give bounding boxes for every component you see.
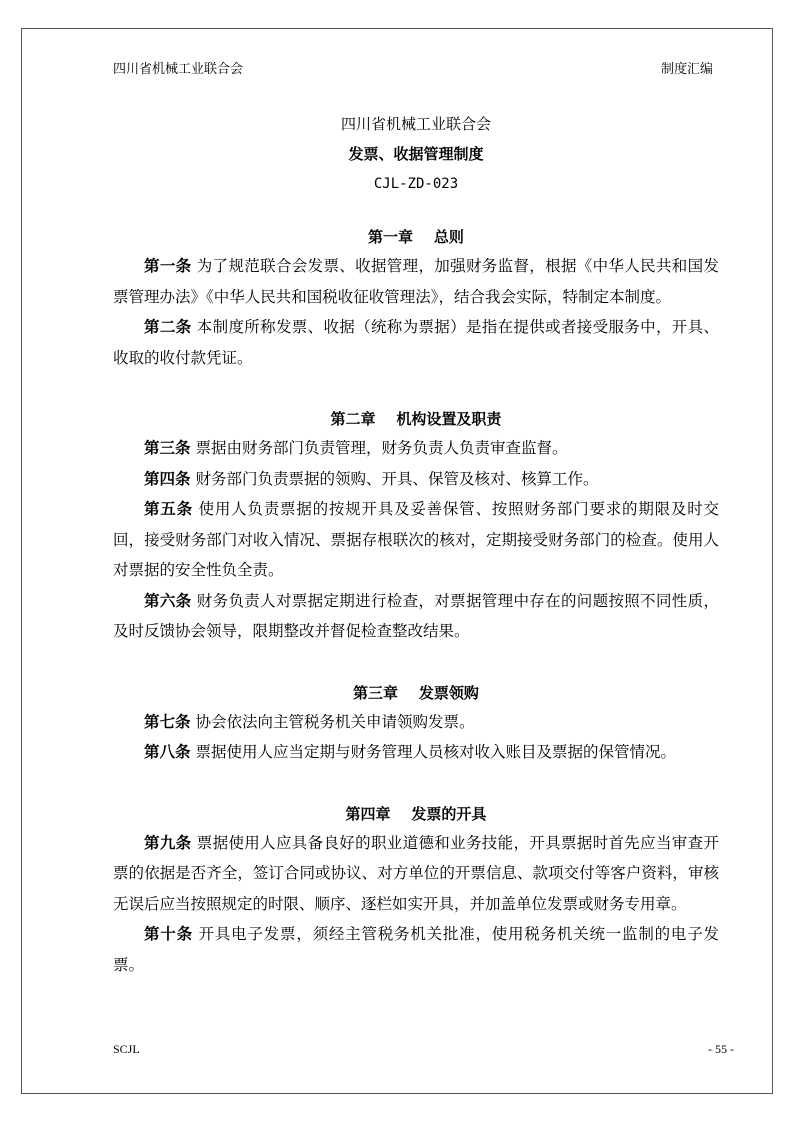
chapter-title: 第一章 总则 (368, 228, 464, 246)
header-collection-name: 制度汇编 (660, 62, 713, 77)
article-text: 票据由财务部门负责管理，财务负责人负责审查监督。 (195, 439, 568, 457)
article-text: 财务负责人对票据定期进行检查，对票据管理中存在的问题按照不同性质，及时反馈协会领导，限期整改并督促检查整改结果。 (113, 591, 719, 640)
page-number: - 55 - (708, 1042, 734, 1056)
article-text: 为了规范联合会发票、收据管理，加强财务监督，根据《中华人民共和国发票管理办法》《中华人民共和国税收征收管理法》，结合我会实际，特制定本制度。 (113, 257, 719, 306)
article-label: 第五条 (144, 499, 193, 518)
article-text: 票据使用人应具备良好的职业道德和业务技能，开具票据时首先应当审查开票的依据是否齐全，签订合同或协议、对方单位的开票信息、款项交付等客户资料，审核无误后应当按照规定的时限、顺序、逐栏如实开具，并加盖单位发票或财务专用章。 (113, 833, 719, 913)
article-label: 第二条 (144, 317, 192, 336)
document-subtitle: 发票、收据管理制度 (348, 145, 484, 163)
article-label: 第四条 (144, 468, 191, 488)
article (113, 828, 719, 920)
article (113, 919, 719, 980)
chapter-title: 第三章 发票领购 (353, 683, 479, 702)
chapter-title: 第二章 机构设置及职责 (330, 410, 502, 428)
article-label: 第一条 (144, 256, 192, 275)
header-organization: 四川省机械工业联合会 (113, 62, 244, 77)
article (113, 707, 719, 738)
article-label: 第七条 (144, 711, 191, 731)
article-text: 协会依法向主管税务机关申请领购发票。 (195, 712, 475, 731)
document-body (113, 110, 719, 980)
footer-code: SCJL (113, 1042, 140, 1056)
article (113, 251, 719, 312)
article (113, 433, 719, 464)
article-text: 财务部门负责票据的领购、开具、保管及核对、核算工作。 (195, 469, 599, 488)
article-label: 第九条 (144, 832, 192, 852)
article-text: 开具电子发票，须经主管税务机关批准，使用税务机关统一监制的电子发票。 (113, 925, 719, 974)
article-text: 使用人负责票据的按规开具及妥善保管、按照财务部门要求的期限及时交回，接受财务部门对收入情况、票据存根联次的核对，定期接受财务部门的检查。使用人对票据的安全性负全责。 (113, 500, 719, 579)
article-label: 第十条 (144, 924, 193, 943)
article-label: 第六条 (144, 590, 192, 610)
article-label: 第八条 (144, 742, 191, 761)
article (113, 464, 719, 495)
article (113, 737, 719, 768)
document-code: CJL-ZD-023 (373, 176, 459, 192)
article-text: 本制度所称发票、收据（统称为票据）是指在提供或者接受服务中，开具、收取的收付款凭证。 (113, 318, 719, 367)
document-title: 四川省机械工业联合会 (340, 115, 491, 133)
article-text: 票据使用人应当定期与财务管理人员核对收入账目及票据的保管情况。 (195, 743, 676, 761)
article (113, 494, 719, 586)
chapter-title: 第四章 发票的开具 (345, 804, 487, 823)
article (113, 312, 719, 373)
article-label: 第三条 (144, 438, 191, 457)
article (113, 586, 719, 647)
